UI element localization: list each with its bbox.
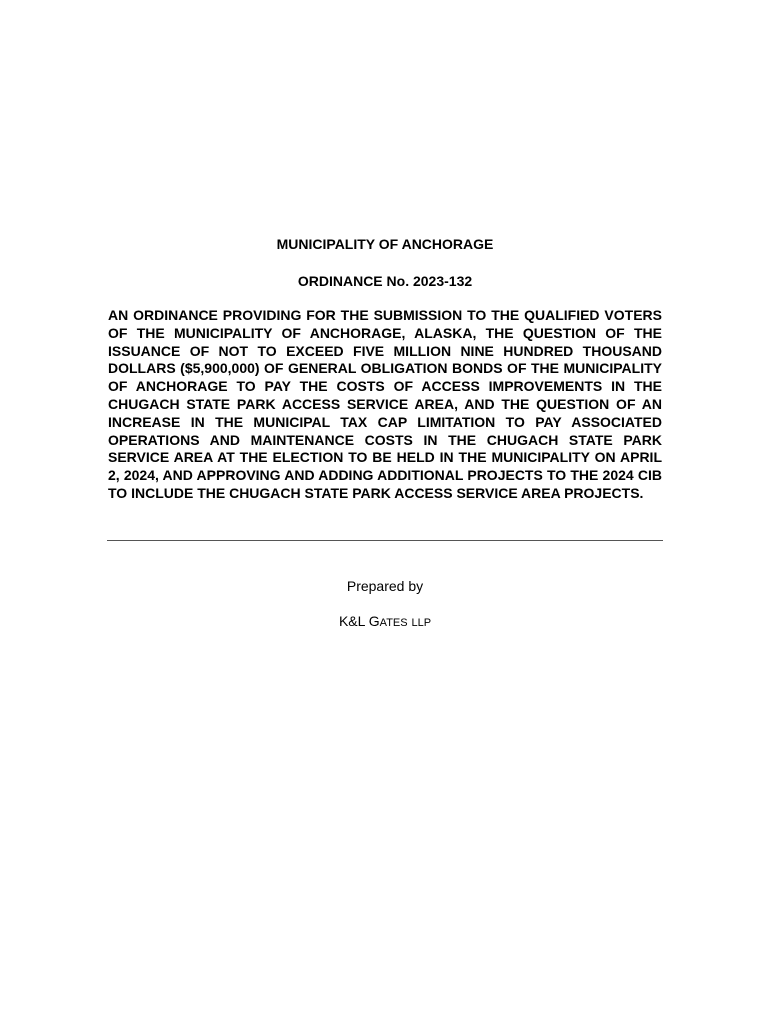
- firm-name-part: K&L G: [338, 613, 380, 629]
- organization-heading: MUNICIPALITY OF ANCHORAGE: [276, 236, 494, 252]
- law-firm-name: [0, 613, 770, 631]
- ordinance-title: AN ORDINANCE PROVIDING FOR THE SUBMISSION TO THE QUALIFIED VOTERS OF THE MUNICIPALITY OF ANCHORAGE, ALASKA, THE QUESTION OF THE ISSUANCE OF NOT TO EXCEED FIVE MILLION NINE HUNDRED THOUSAND DOLLARS ($5,900,000) OF GENERAL OBLIGATION BONDS OF THE MUNICIPALITY OF ANCHORAGE TO PAY THE COSTS OF ACCESS IMPROVEMENTS IN THE CHUGACH STATE PARK ACCESS SERVICE AREA, AND THE QUESTION OF AN INCREASE IN THE MUNICIPAL TAX CAP LIMITATION TO PAY ASSOCIATED OPERATIONS AND MAINTENANCE COSTS IN THE CHUGACH STATE PARK SERVICE AREA AT THE ELECTION TO BE HELD IN THE MUNICIPALITY ON APRIL 2, 2024, AND APPROVING AND ADDING ADDITIONAL PROJECTS TO THE 2024 CIB TO INCLUDE THE CHUGACH STATE PARK ACCESS SERVICE AREA PROJECTS.: [108, 307, 662, 501]
- firm-name-suffix: LLP: [411, 617, 432, 629]
- prepared-by-label: Prepared by: [346, 578, 424, 594]
- horizontal-divider: [107, 540, 663, 541]
- firm-name-smallcaps: ATES: [379, 617, 408, 629]
- ordinance-number: ORDINANCE No. 2023-132: [297, 273, 473, 289]
